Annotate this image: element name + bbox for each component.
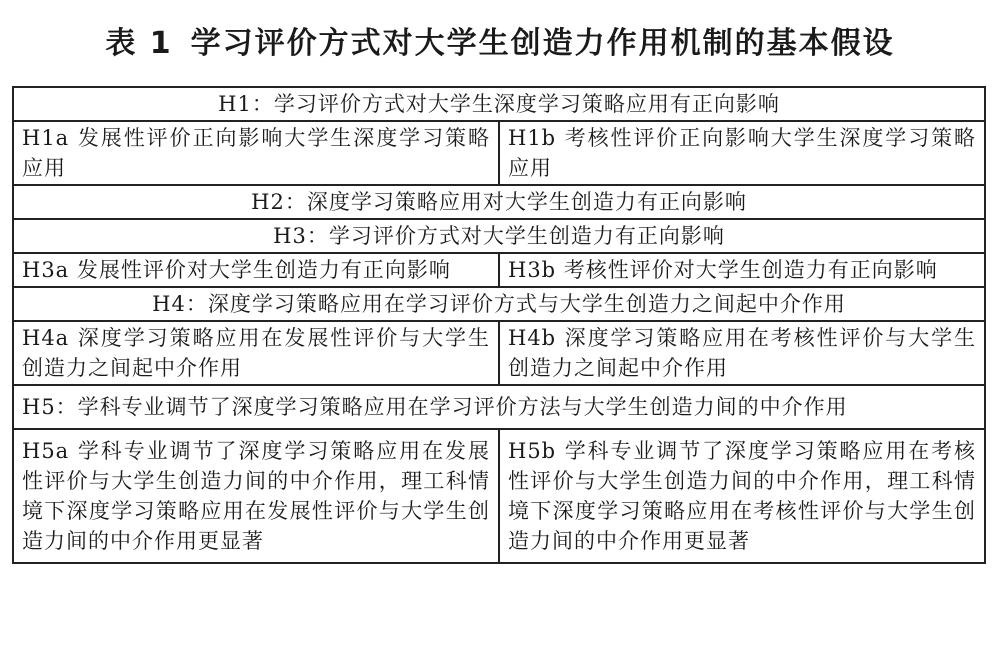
hypothesis-h1: H1：学习评价方式对大学生深度学习策略应用有正向影响 xyxy=(13,87,985,121)
table-number: 表 1 xyxy=(105,26,173,61)
table-row xyxy=(13,253,985,287)
table-row xyxy=(13,219,985,253)
table-row xyxy=(13,121,985,185)
hypothesis-h5a: H5a 学科专业调节了深度学习策略应用在发展性评价与大学生创造力间的中介作用，理工科情境下深度学习策略应用在发展性评价与大学生创造力间的中介作用更显著 xyxy=(13,429,499,563)
hypothesis-h5: H5：学科专业调节了深度学习策略应用在学习评价方法与大学生创造力间的中介作用 xyxy=(13,385,985,429)
hypothesis-h3b: H3b 考核性评价对大学生创造力有正向影响 xyxy=(499,253,985,287)
table-row xyxy=(13,287,985,321)
hypothesis-h5b: H5b 学科专业调节了深度学习策略应用在考核性评价与大学生创造力间的中介作用，理工科情境下深度学习策略应用在考核性评价与大学生创造力间的中介作用更显著 xyxy=(499,429,985,563)
table-row xyxy=(13,321,985,385)
table-title xyxy=(0,18,1000,62)
hypothesis-h3: H3：学习评价方式对大学生创造力有正向影响 xyxy=(13,219,985,253)
hypotheses-table xyxy=(12,86,986,564)
hypothesis-h1a: H1a 发展性评价正向影响大学生深度学习策略应用 xyxy=(13,121,499,185)
hypothesis-h2: H2：深度学习策略应用对大学生创造力有正向影响 xyxy=(13,185,985,219)
table-caption: 学习评价方式对大学生创造力作用机制的基本假设 xyxy=(190,26,895,61)
hypothesis-h3a: H3a 发展性评价对大学生创造力有正向影响 xyxy=(13,253,499,287)
hypothesis-h4b: H4b 深度学习策略应用在考核性评价与大学生创造力之间起中介作用 xyxy=(499,321,985,385)
hypothesis-h1b: H1b 考核性评价正向影响大学生深度学习策略应用 xyxy=(499,121,985,185)
table-row xyxy=(13,429,985,563)
table-row xyxy=(13,87,985,121)
hypothesis-h4a: H4a 深度学习策略应用在发展性评价与大学生创造力之间起中介作用 xyxy=(13,321,499,385)
table-row xyxy=(13,385,985,429)
table-row xyxy=(13,185,985,219)
hypothesis-h4: H4：深度学习策略应用在学习评价方式与大学生创造力之间起中介作用 xyxy=(13,287,985,321)
